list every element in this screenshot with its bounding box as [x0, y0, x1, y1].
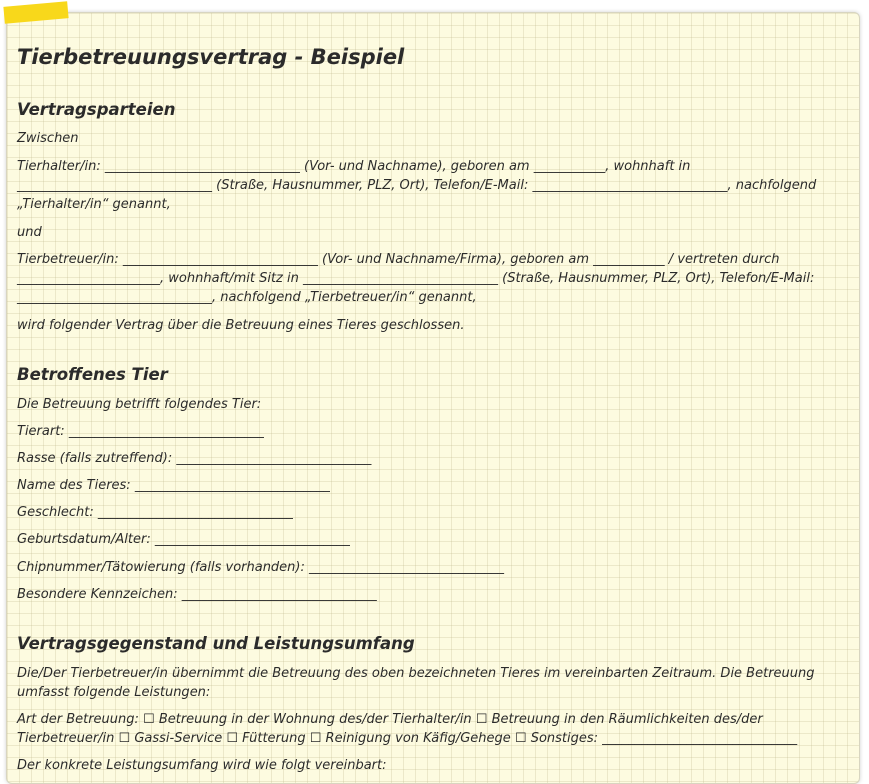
field-name: Name des Tieres: ______________________________ — [17, 478, 330, 493]
section-heading-parties: Vertragsparteien — [17, 100, 176, 119]
paragraph-animal-intro: Die Betreuung betrifft folgendes Tier: — [17, 397, 262, 412]
section-heading-scope: Vertragsgegenstand und Leistungsumfang — [17, 634, 415, 653]
field-chipnummer: Chipnummer/Tätowierung (falls vorhanden): ______________________________ — [17, 560, 505, 575]
paragraph-services: Art der Betreuung: ☐ Betreuung in der Wohnung des/der Tierhalter/in ☐ Betreuung in den Räumlichkeiten des/der Tierbetreuer/in ☐ Gassi-Service ☐ Fütterung ☐ Reinigung von Käfig/Gehege ☐ Sonstiges: ______________________________ — [17, 712, 798, 746]
paragraph-scope-intro: Die/Der Tierbetreuer/in übernimmt die Betreuung des oben bezeichneten Tieres im vereinbarten Zeitraum. Die Betreuung umfasst folgende Leistungen: — [17, 666, 815, 700]
text-und: und — [17, 225, 42, 240]
text-zwischen: Zwischen — [17, 131, 79, 146]
paragraph-closing: wird folgender Vertrag über die Betreuung eines Tieres geschlossen. — [17, 318, 465, 333]
paragraph-sitter: Tierbetreuer/in: ______________________________ (Vor- und Nachname/Firma), geboren am ___________ / vertreten durch ______________________, wohnhaft/mit Sitz in ______________________________ (Straße, Hausnummer, PLZ, Ort), Telefon/E-Mail: ______________________________, nachfolgend „Tierbetreuer/in“ genannt, — [17, 252, 815, 305]
field-kennzeichen: Besondere Kennzeichen: ______________________________ — [17, 587, 377, 602]
paragraph-scope-next: Der konkrete Leistungsumfang wird wie folgt vereinbart: — [17, 758, 387, 773]
field-geburtsdatum: Geburtsdatum/Alter: ______________________________ — [17, 532, 350, 547]
field-tierart: Tierart: ______________________________ — [17, 424, 264, 439]
field-geschlecht: Geschlecht: ______________________________ — [17, 505, 293, 520]
document-title: Tierbetreuungsvertrag - Beispiel — [17, 45, 405, 69]
paragraph-holder: Tierhalter/in: ______________________________ (Vor- und Nachname), geboren am ___________, wohnhaft in ______________________________ (Straße, Hausnummer, PLZ, Ort), Telefon/E-Mail: ______________________________, nachfolgend „Tierhalter/in“ genannt, — [17, 159, 817, 212]
section-heading-animal: Betroffenes Tier — [17, 365, 168, 384]
field-rasse: Rasse (falls zutreffend): ______________________________ — [17, 451, 372, 466]
